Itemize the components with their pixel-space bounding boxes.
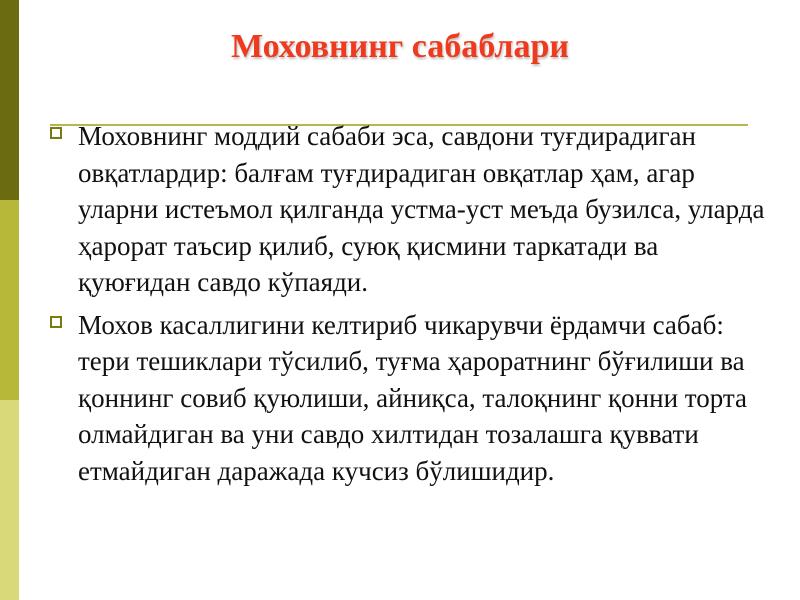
accent-bar-segment-mid — [0, 200, 19, 400]
bullet-item — [40, 307, 770, 490]
accent-bar-segment-light — [0, 400, 19, 600]
bullet-text: Мохов касаллигини келтириб чикарувчи ёрдамчи сабаб: тери тешиклари тўсилиб, туғма ҳароратнинг бўғилиши ва қоннинг совиб қуюлиши, айниқса, талоқнинг қонни торта олмайдиган ва уни савдо хилтидан тозалашга қуввати етмайдиган даражада кучсиз бўлишидир. — [78, 309, 747, 486]
slide-body — [40, 118, 770, 495]
bullet-text: Моховнинг моддий сабаби эса, савдони туғдирадиган овқатлардир: балғам туғдирадиган овқатлар ҳам, агар уларни истеъмол қилганда устма-уст меъда бузилса, уларда ҳарорат таъсир қилиб, суюқ қисмини таркатади ва қуюғидан савдо кўпаяди. — [78, 121, 765, 297]
square-bullet-icon — [50, 316, 62, 328]
slide-title-text: Моховнинг сабаблари — [231, 28, 569, 65]
bullet-item — [40, 118, 770, 301]
slide-title — [0, 28, 800, 66]
left-accent-bar — [0, 0, 19, 600]
square-bullet-icon — [50, 127, 62, 139]
